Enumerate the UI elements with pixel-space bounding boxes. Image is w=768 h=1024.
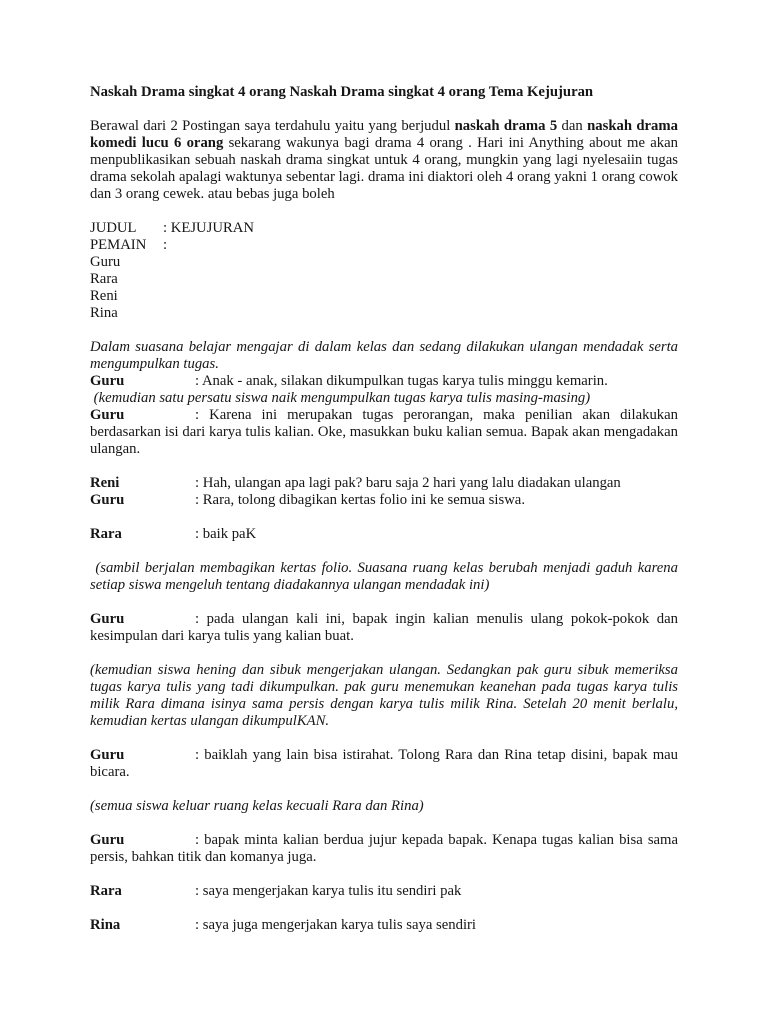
text-run: dan bbox=[557, 118, 588, 134]
bold-text: naskah drama 5 bbox=[454, 118, 558, 134]
stage-direction: (semua siswa keluar ruang kelas kecuali Rara dan Rina) bbox=[90, 798, 424, 814]
document-title: Naskah Drama singkat 4 orang Naskah Drama singkat 4 orang Tema Kejujuran bbox=[90, 84, 594, 100]
dialog-line bbox=[90, 917, 678, 934]
cast-field bbox=[90, 237, 678, 254]
field-label: PEMAIN bbox=[90, 237, 147, 253]
dialog-line bbox=[90, 832, 678, 866]
blank-line bbox=[90, 815, 678, 832]
document-body bbox=[90, 84, 678, 934]
dialog-text: : baiklah yang lain bisa istirahat. Tolong Rara dan Rina tetap disini, bapak mau bicara. bbox=[90, 747, 678, 780]
speaker-name: Guru bbox=[90, 492, 125, 508]
cast-member: Reni bbox=[90, 288, 118, 304]
speaker-name: Guru bbox=[90, 832, 125, 848]
blank-line bbox=[90, 866, 678, 883]
stage-direction: (kemudian siswa hening dan sibuk mengerjakan ulangan. Sedangkan pak guru sibuk memeriksa tugas karya tulis yang tadi dikumpulkan. pak guru menemukan keanehan pada tugas karya tulis milik Rara dimana isinya sama persis dengan karya tulis milik Rina. Setelah 20 menit berlalu, kemudian kertas ulangan dikumpulKAN. bbox=[90, 662, 678, 729]
text-run: sekarang wakunya bagi drama 4 orang . Hari ini Anything about me akan menpublikasikan sebuah naskah drama singkat untuk 4 orang, mungkin yang lagi nyelesaiin tugas drama sekolah apalagi waktunya sebentar lagi. drama ini diaktori oleh 4 orang yakni 1 orang cowok dan 3 orang cewek. atau bebas juga boleh bbox=[90, 135, 678, 202]
field-label: JUDUL bbox=[90, 220, 137, 236]
text-run: Berawal dari 2 Postingan saya terdahulu yaitu yang berjudul bbox=[90, 118, 455, 134]
blank-line bbox=[90, 594, 678, 611]
dialog-line bbox=[90, 883, 678, 900]
blank-line bbox=[90, 203, 678, 220]
speaker-name: Rina bbox=[90, 917, 121, 933]
cast-field bbox=[90, 220, 678, 237]
speaker-name: Guru bbox=[90, 407, 125, 423]
speaker-name: Guru bbox=[90, 373, 125, 389]
blank-line bbox=[90, 458, 678, 475]
speaker-name: Rara bbox=[90, 883, 122, 899]
bold-text: naskah drama komedi lucu 6 orang bbox=[90, 118, 678, 151]
dialog-text: : baik paK bbox=[195, 526, 257, 542]
blank-line bbox=[90, 900, 678, 917]
speaker-name: Rara bbox=[90, 526, 122, 542]
blank-line bbox=[90, 509, 678, 526]
speaker-name: Reni bbox=[90, 475, 120, 491]
dialog-line bbox=[90, 611, 678, 645]
stage-direction: (kemudian satu persatu siswa naik mengumpulkan tugas karya tulis masing-masing) bbox=[90, 390, 591, 406]
blank-line bbox=[90, 322, 678, 339]
dialog-text: : saya juga mengerjakan karya tulis saya sendiri bbox=[195, 917, 477, 933]
dialog-text: : Anak - anak, silakan dikumpulkan tugas karya tulis minggu kemarin. bbox=[195, 373, 608, 389]
dialog-line bbox=[90, 492, 678, 509]
dialog-text: : pada ulangan kali ini, bapak ingin kalian menulis ulang pokok-pokok dan kesimpulan dari karya tulis yang kalian buat. bbox=[90, 611, 678, 644]
dialog-line bbox=[90, 475, 678, 492]
cast-member: Guru bbox=[90, 254, 121, 270]
dialog-text: : Hah, ulangan apa lagi pak? baru saja 2 hari yang lalu diadakan ulangan bbox=[195, 475, 621, 491]
dialog-text: : bapak minta kalian berdua jujur kepada bapak. Kenapa tugas kalian bisa sama persis, bahkan titik dan komanya juga. bbox=[90, 832, 678, 865]
blank-line bbox=[90, 543, 678, 560]
blank-line bbox=[90, 730, 678, 747]
paragraph bbox=[90, 118, 678, 203]
dialog-line bbox=[90, 373, 678, 390]
field-value: : bbox=[163, 237, 168, 253]
blank-line bbox=[90, 645, 678, 662]
speaker-name: Guru bbox=[90, 747, 125, 763]
dialog-text: : Rara, tolong dibagikan kertas folio ini ke semua siswa. bbox=[195, 492, 525, 508]
dialog-line bbox=[90, 747, 678, 781]
dialog-text: : saya mengerjakan karya tulis itu sendiri pak bbox=[195, 883, 462, 899]
blank-line bbox=[90, 781, 678, 798]
stage-direction: Dalam suasana belajar mengajar di dalam kelas dan sedang dilakukan ulangan mendadak serta mengumpulkan tugas. bbox=[90, 339, 678, 372]
cast-member: Rina bbox=[90, 305, 118, 321]
stage-direction: (sambil berjalan membagikan kertas folio. Suasana ruang kelas berubah menjadi gaduh karena setiap siswa mengeluh tentang diadakannya ulangan mendadak ini) bbox=[90, 560, 678, 593]
field-value: : KEJUJURAN bbox=[163, 220, 254, 236]
blank-line bbox=[90, 101, 678, 118]
dialog-line bbox=[90, 407, 678, 458]
cast-member: Rara bbox=[90, 271, 118, 287]
dialog-text: : Karena ini merupakan tugas perorangan, maka penilian akan dilakukan berdasarkan isi dari karya tulis kalian. Oke, masukkan buku kalian semua. Bapak akan mengadakan ulangan. bbox=[90, 407, 678, 457]
speaker-name: Guru bbox=[90, 611, 125, 627]
dialog-line bbox=[90, 526, 678, 543]
